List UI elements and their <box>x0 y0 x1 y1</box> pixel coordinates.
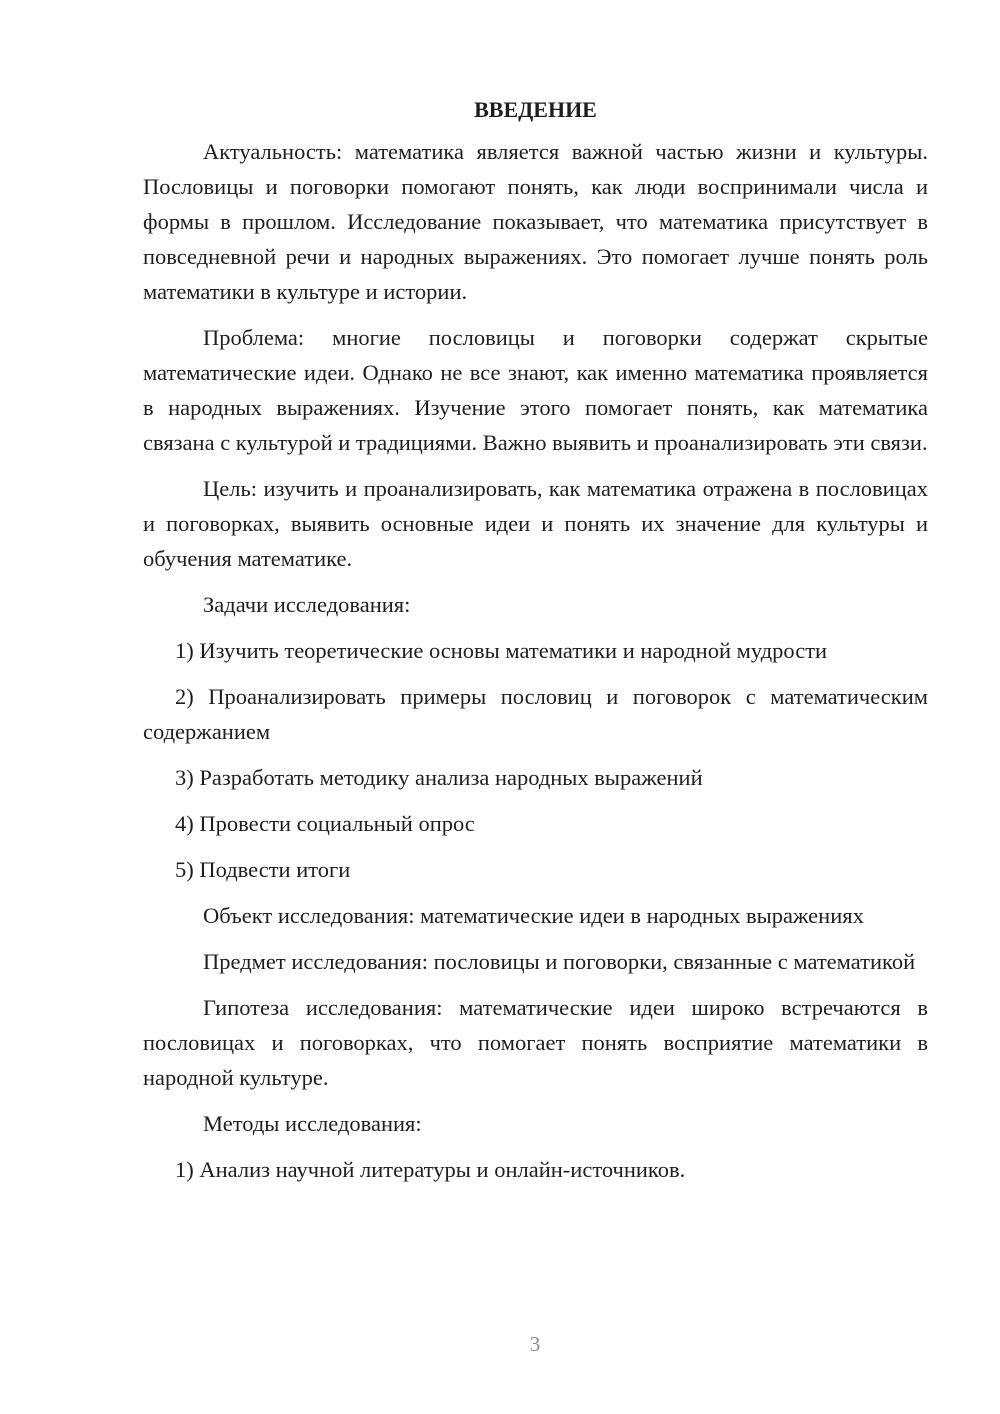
methods-heading: Методы исследования: <box>203 1111 422 1136</box>
paragraph-relevance: Актуальность: математика является важной частью жизни и культуры. Пословицы и поговорки помогают понять, как люди воспринимали числа и формы в прошлом. Исследование показывает, что математика присутствует в повседневной речи и народных выражениях. Это помогает лучше понять роль математики в культуре и истории. <box>143 139 928 304</box>
tasks-heading: Задачи исследования: <box>203 592 411 617</box>
list-item-task-4: 4) Провести социальный опрос <box>175 811 475 836</box>
list-item-task-2: 2) Проанализировать примеры пословиц и поговорок с математическим содержанием <box>143 684 928 744</box>
page-content <box>143 92 928 1198</box>
page-number: 3 <box>529 1332 541 1356</box>
paragraph-problem: Проблема: многие пословицы и поговорки содержат скрытые математические идеи. Однако не все знают, как именно математика проявляется в народных выражениях. Изучение этого помогает понять, как математика связана с культурой и традициями. Важно выявить и проанализировать эти связи. <box>143 325 928 455</box>
list-item-task-1: 1) Изучить теоретические основы математики и народной мудрости <box>175 638 828 663</box>
paragraph-subject: Предмет исследования: пословицы и поговорки, связанные с математикой <box>203 949 916 974</box>
list-item-task-5: 5) Подвести итоги <box>175 857 351 882</box>
paragraph-goal: Цель: изучить и проанализировать, как математика отражена в пословицах и поговорках, выявить основные идеи и понять их значение для культуры и обучения математике. <box>143 476 928 571</box>
paragraph-hypothesis: Гипотеза исследования: математические идеи широко встречаются в пословицах и поговорках, что помогает понять восприятие математики в народной культуре. <box>143 995 928 1090</box>
list-item-task-3: 3) Разработать методику анализа народных выражений <box>175 765 703 790</box>
page-title: ВВЕДЕНИЕ <box>474 97 597 122</box>
paragraph-object: Объект исследования: математические идеи в народных выражениях <box>203 903 864 928</box>
list-item-method-1: 1) Анализ научной литературы и онлайн-источников. <box>175 1157 686 1182</box>
